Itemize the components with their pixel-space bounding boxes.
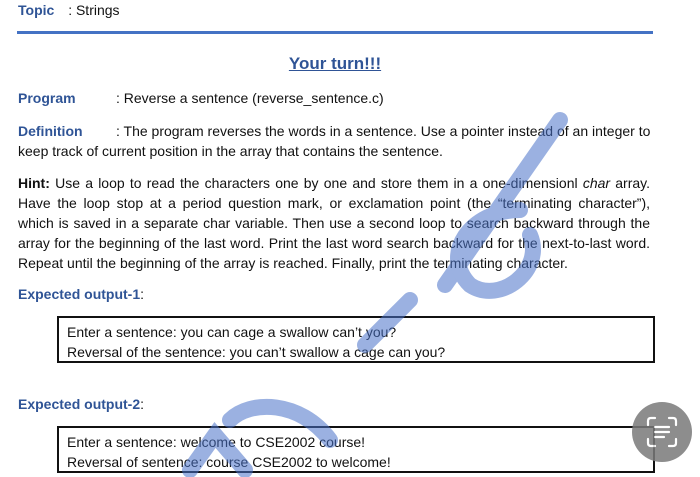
header-divider — [17, 31, 653, 34]
expected-output-2-heading: Expected output-2: — [18, 396, 145, 412]
definition-paragraph — [18, 121, 652, 161]
program-value: : Reverse a sentence (reverse_sentence.c) — [116, 90, 384, 106]
program-label: Program — [18, 90, 76, 106]
hint-text-after: array. Have the loop stop at a period question mark, or exclamation point (the “terminating character”), which is saved in a separate char variable. Then use a second loop to search backward through the array for the beginning of the last word. Print the last word search backward for the next-to-last word. Repeat until the beginning of the array is reached. Finally, print the terminating character. — [18, 175, 651, 271]
topic-label: Topic — [18, 2, 55, 18]
output-1-line-2: Reversal of the sentence: you can’t swallow a cage can you? — [67, 344, 446, 360]
expected-output-2-label: Expected output-2 — [18, 396, 141, 412]
expected-output-2-box — [57, 426, 655, 473]
page-heading: Your turn!!! — [288, 54, 382, 73]
scan-text-icon — [645, 415, 679, 449]
expected-output-1-label: Expected output-1 — [18, 286, 141, 302]
hint-label: Hint: — [18, 175, 50, 191]
output-1-line-1: Enter a sentence: you can cage a swallow can’t you? — [67, 324, 397, 340]
hint-paragraph — [18, 173, 650, 273]
scan-text-button[interactable] — [632, 402, 692, 462]
hint-text-before: Use a loop to read the characters one by one and store them in a one-dimensionl — [49, 175, 583, 191]
output-2-line-2: Reversal of sentence: course CSE2002 to welcome! — [67, 454, 391, 470]
program-line — [18, 90, 384, 106]
topic-value: : Strings — [68, 2, 120, 18]
output-2-line-1: Enter a sentence: welcome to CSE2002 course! — [67, 434, 366, 450]
hint-italic-word: char — [582, 175, 611, 191]
definition-label: Definition — [18, 123, 83, 139]
definition-value: : The program reverses the words in a sentence. Use a pointer instead of an integer to keep track of current position in the array that contains the sentence. — [18, 123, 651, 159]
expected-output-1-heading: Expected output-1: — [18, 286, 145, 302]
expected-output-1-box — [57, 316, 655, 363]
topic-line — [18, 2, 120, 18]
